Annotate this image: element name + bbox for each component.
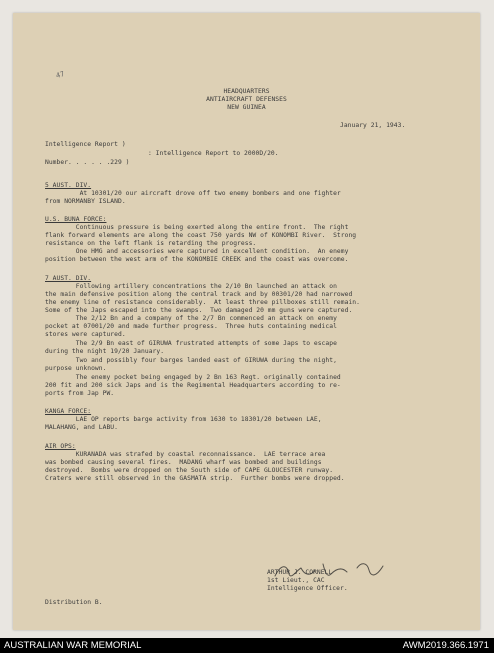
- signatory-title: Intelligence Officer.: [267, 585, 348, 592]
- section-line: 200 fit and 200 sick Japs and is the Regimental Headquarters according to re-: [45, 382, 341, 389]
- section-line: At 10301/20 our aircraft drove off two enemy bombers and one fighter: [45, 190, 341, 197]
- section-heading-7-aust-div: 7 AUST. DIV.: [45, 275, 92, 282]
- section-line: One HMG and accessories were captured in excellent condition. An enemy: [45, 248, 349, 255]
- signatory-rank: 1st Lieut., CAC: [267, 577, 325, 584]
- section-line: Craters were still observed in the GASMATA strip. Further bombs were dropped.: [45, 475, 345, 482]
- section-line: KURANADA was strafed by coastal reconnaissance. LAE terrace area: [45, 451, 326, 458]
- section-line: purpose unknown.: [45, 365, 107, 372]
- section-heading-5-aust-div: 5 AUST. DIV.: [45, 182, 92, 189]
- section-heading-us-buna-force: U.S. BUNA FORCE:: [45, 216, 107, 223]
- section-line: from NORMANBY ISLAND.: [45, 198, 126, 205]
- section-line: destroyed. Bombs were dropped on the South side of CAPE GLOUCESTER runway.: [45, 467, 334, 474]
- section-line: resistance on the left flank is retarding the progress.: [45, 240, 257, 247]
- section-line: the main defensive position along the central track and by 00301/20 had narrowed: [45, 291, 353, 298]
- section-line: Some of the Japs escaped into the swamps. Two damaged 20 mm guns were captured.: [45, 307, 353, 314]
- section-line: ports from Jap PW.: [45, 390, 115, 397]
- report-date: January 21, 1943.: [340, 122, 406, 129]
- section-line: pocket at 07001/20 and made further progress. Three huts containing medical: [45, 323, 337, 330]
- archive-name: AUSTRALIAN WAR MEMORIAL: [4, 640, 142, 651]
- archive-id: AWM2019.366.1971: [402, 640, 489, 651]
- report-number: Number. . . . . .229 ): [45, 159, 130, 166]
- section-line: was bombed causing several fires. MADANG wharf was bombed and buildings: [45, 459, 322, 466]
- header-line-1: HEADQUARTERS: [223, 88, 270, 95]
- section-line: The 2/9 Bn east of GIRUWA frustrated attempts of some Japs to escape: [45, 340, 337, 347]
- section-line: MALAHANG, and LABU.: [45, 424, 118, 431]
- section-line: during the night 19/20 January.: [45, 348, 165, 355]
- section-line: The enemy pocket being engaged by 2 Bn 163 Regt. originally contained: [45, 374, 341, 381]
- archive-footer: [0, 638, 494, 653]
- header-line-3: NEW GUINEA: [227, 104, 266, 111]
- section-heading-kanga-force: KANGA FORCE:: [45, 408, 92, 415]
- section-line: The 2/12 Bn and a company of the 2/7 Bn commenced an attack on enemy: [45, 315, 337, 322]
- section-heading-air-ops: AIR OPS:: [45, 443, 76, 450]
- section-line: Following artillery concentrations the 2/10 Bn launched an attack on: [45, 283, 337, 290]
- document-page: [13, 13, 480, 630]
- pencil-mark: 47: [55, 70, 66, 80]
- distribution: Distribution B.: [45, 599, 103, 606]
- section-line: Two and possibly four barges landed east of GIRUWA during the night,: [45, 357, 337, 364]
- section-line: Continuous pressure is being exerted along the entire front. The right: [45, 224, 349, 231]
- report-label-1: Intelligence Report ): [45, 141, 126, 148]
- report-subject: : Intelligence Report to 2000D/20.: [148, 150, 279, 157]
- section-line: the enemy line of resistance considerably. At least three pillboxes still remain.: [45, 299, 360, 306]
- signatory-name: ARTHUR J. CORNELL: [267, 569, 333, 576]
- section-line: stores were captured.: [45, 331, 126, 338]
- section-line: LAE OP reports barge activity from 1630 to 18301/20 between LAE,: [45, 416, 322, 423]
- section-line: position between the west arm of the KONOMBIE CREEK and the coast was overcome.: [45, 256, 349, 263]
- section-line: flank forward elements are along the coast 750 yards NW of KONOMBI River. Strong: [45, 232, 357, 239]
- header-line-2: ANTIAIRCRAFT DEFENSES: [206, 96, 287, 103]
